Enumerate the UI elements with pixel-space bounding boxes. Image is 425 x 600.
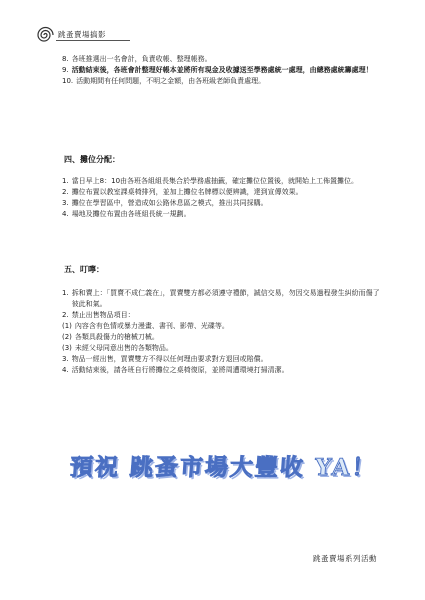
item-number: 4. <box>62 210 69 218</box>
item-number: 3. <box>62 355 69 363</box>
footer-text: 跳蚤賣場系列活動 <box>313 554 377 563</box>
list-item <box>62 365 384 376</box>
item-text: 攤位布置以教室課桌椅排列，並加上攤位名牌標以便辨識，達到宣傳效果。 <box>71 188 303 196</box>
item-text: 物品一經出售，買賣雙方不得以任何理由要求對方退回或賠償。 <box>71 355 268 363</box>
item-number: (3) <box>62 344 72 352</box>
list-item <box>62 209 384 220</box>
item-text: 拆和賣上：「買賣不成仁義在」，買賣雙方都必須遵守禮節，誠信交易，勿因交易過程發生糾紛而傷了彼此和氣。 <box>71 289 380 308</box>
header-divider <box>56 40 130 41</box>
celebration-wordart: 預祝 跳蚤市場大豐收 YA！ <box>68 454 378 481</box>
header-title: 跳蚤賣場搞影 <box>58 30 106 39</box>
item-number: 3. <box>62 199 69 207</box>
item-text: 攤位在學習區中，營造成如公路休息區之模式，推出共同採購。 <box>71 199 268 207</box>
list-item <box>62 187 384 198</box>
section-title-booth-allocation: 四、攤位分配： <box>64 155 120 164</box>
list-item <box>62 65 384 76</box>
list-item <box>62 354 384 365</box>
list-item <box>62 288 384 310</box>
item-text: 活動結束後，各班會計整理好帳本並將所有現金及收據送至學務處統一處理，由總務處統籌處理！ <box>71 66 373 74</box>
item-text: 場地及攤位布置由各班組長統一規劃。 <box>71 210 191 218</box>
top-list <box>62 54 384 87</box>
item-text: 活動結束後，請各班自行將攤位之桌椅復原，並將周遭環境打掃清潔。 <box>71 366 289 374</box>
item-number: 2. <box>62 311 69 319</box>
list-item <box>62 310 384 321</box>
list-item <box>62 198 384 209</box>
list-item <box>62 54 384 65</box>
section-title-reminders: 五、叮嚀： <box>64 265 104 274</box>
list-item <box>62 176 384 187</box>
section4-list <box>62 176 384 220</box>
item-number: 1. <box>62 177 69 185</box>
item-number: 9. <box>62 66 69 74</box>
list-item <box>62 321 384 332</box>
item-number: (1) <box>62 322 72 330</box>
item-number: 8. <box>62 55 69 63</box>
item-number: 2. <box>62 188 69 196</box>
item-text: 各班推選出一名會計，負責收帳、整理帳務。 <box>71 55 212 63</box>
item-number: 1. <box>62 289 69 297</box>
item-number: (2) <box>62 333 72 341</box>
item-number: 4. <box>62 366 69 374</box>
item-text: 內容含有色情或暴力漫畫、書刊、影帶、光碟等。 <box>74 322 229 330</box>
list-item <box>62 76 384 87</box>
item-text: 活動期間有任何問題，不明之金額，由各班級老師負責處理。 <box>76 77 266 85</box>
list-item <box>62 332 384 343</box>
item-text: 當日早上8：10由各班各組組長集合於學務處抽籤，確定攤位位置後，就開始上工佈置攤位。 <box>71 177 359 185</box>
list-item <box>62 343 384 354</box>
item-number: 10. <box>62 77 74 85</box>
section5-list <box>62 288 384 376</box>
item-text: 各類具殺傷力的槍械刀械。 <box>74 333 159 341</box>
item-text: 禁止出售物品項目： <box>71 311 135 319</box>
item-text: 未經父母同意出售的各類物品。 <box>74 344 173 352</box>
swirl-logo-icon <box>34 24 56 46</box>
